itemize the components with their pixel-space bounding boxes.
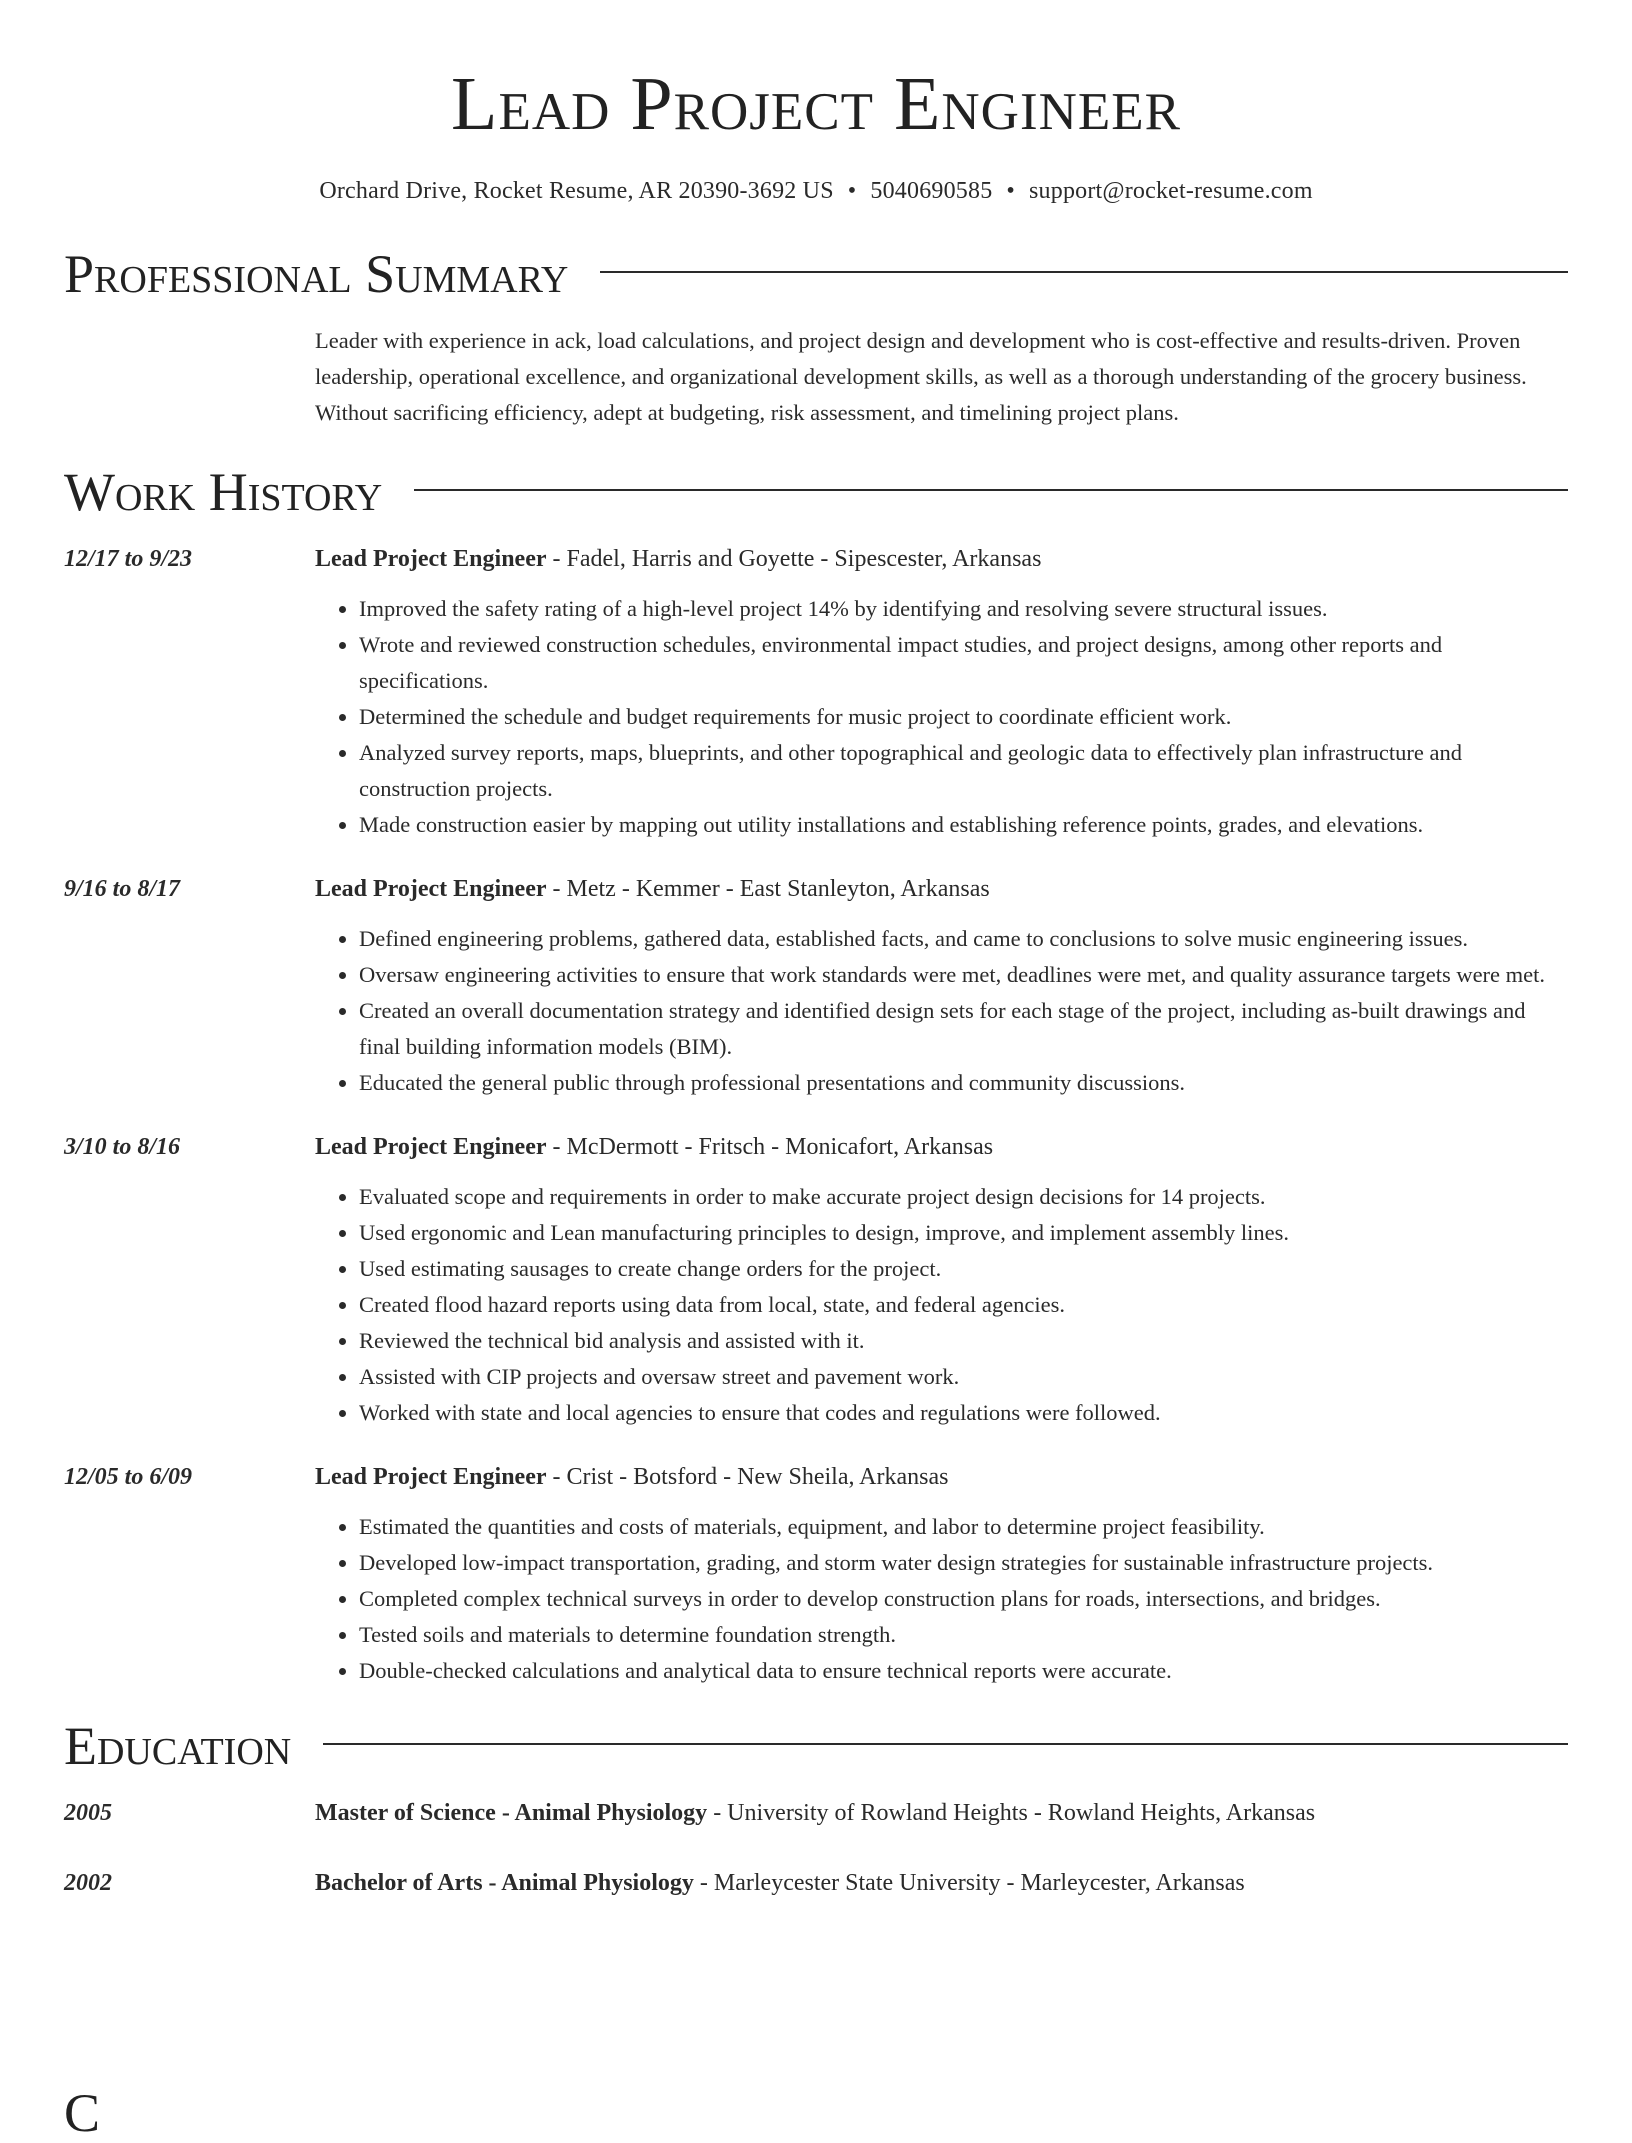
job-role: Lead Project Engineer [315,1464,547,1490]
job-heading [315,871,1568,907]
section-title: Work History [64,462,383,522]
job-bullets [315,591,1568,843]
list-item: • Worked with state and local agencies to ensure that codes and regulations were followed. [359,1395,1568,1431]
section-header-summary [64,244,1568,304]
education-degree: Bachelor of Arts - Animal Physiology [315,1870,694,1896]
job-role: Lead Project Engineer [315,546,547,572]
resume-page [64,0,1568,1901]
job-details: - Fadel, Harris and Goyette - Sipescester, Arkansas [546,546,1042,572]
job-body [315,1459,1568,1689]
contact-address: Orchard Drive, Rocket Resume, AR 20390-3692 US [319,178,834,204]
list-item: • Evaluated scope and requirements in order to make accurate project design decisions for 14 projects. [359,1179,1568,1215]
contact-separator: • [847,178,857,204]
job-details: - McDermott - Fritsch - Monicafort, Arkansas [546,1134,994,1160]
section-title: Professional Summary [64,244,569,304]
section-divider [323,1743,1568,1745]
education-list [64,1795,1568,1901]
job-dates: 12/05 to 6/09 [64,1464,193,1490]
section-divider [600,271,1568,273]
job-bullets [315,1509,1568,1689]
education-year: 2002 [64,1870,112,1896]
job-bullets [315,1179,1568,1431]
contact-separator: • [1006,178,1015,204]
job-details: - Crist - Botsford - New Sheila, Arkansas [546,1464,949,1490]
job-role: Lead Project Engineer [315,876,547,902]
list-item: • Defined engineering problems, gathered data, established facts, and came to conclusions to solve music engineering issues. [359,921,1568,957]
list-item: • Completed complex technical surveys in order to develop construction plans for roads, intersections, and bridges. [359,1581,1568,1617]
contact-phone: 5040690585 [870,178,993,204]
list-item: • Tested soils and materials to determine foundation strength. [359,1617,1568,1653]
job-details: - Metz - Kemmer - East Stanleyton, Arkansas [546,876,990,902]
list-item: • Double-checked calculations and analytical data to ensure technical reports were accurate. [359,1653,1568,1689]
education-details: - University of Rowland Heights - Rowland Heights, Arkansas [707,1800,1316,1826]
list-item: • Improved the safety rating of a high-level project 14% by identifying and resolving severe structural issues. [359,591,1568,627]
education-body [315,1865,1568,1901]
next-section-title-cropped: C [64,2083,101,2143]
list-item: • Created an overall documentation strategy and identified design sets for each stage of the project, including as-built drawings and final building information models (BIM). [359,993,1568,1065]
education-entry [64,1865,1568,1901]
job-entry [64,1129,1568,1431]
job-body [315,871,1568,1101]
education-details: - Marleycester State University - Marleycester, Arkansas [693,1870,1245,1896]
list-item: • Wrote and reviewed construction schedules, environmental impact studies, and project designs, among other reports and specifications. [359,627,1568,699]
list-item: • Oversaw engineering activities to ensure that work standards were met, deadlines were met, and quality assurance targets were met. [359,957,1568,993]
job-entry [64,1459,1568,1689]
job-body [315,1129,1568,1431]
job-role: Lead Project Engineer [315,1134,547,1160]
section-header-education [64,1716,1568,1776]
list-item: • Educated the general public through professional presentations and community discussions. [359,1065,1568,1101]
list-item: • Reviewed the technical bid analysis and assisted with it. [359,1323,1568,1359]
education-heading [315,1865,1568,1901]
section-header-work-history [64,462,1568,522]
job-entry [64,541,1568,843]
education-heading [315,1795,1568,1831]
page-title: Lead Project Engineer [451,62,1181,146]
job-dates: 9/16 to 8/17 [64,876,181,902]
education-entry [64,1795,1568,1831]
contact-email: support@rocket-resume.com [1029,178,1313,204]
list-item: • Used ergonomic and Lean manufacturing principles to design, improve, and implement assembly lines. [359,1215,1568,1251]
job-heading [315,1129,1568,1165]
list-item: • Analyzed survey reports, maps, blueprints, and other topographical and geologic data to effectively plan infrastructure and construction projects. [359,735,1568,807]
education-body [315,1795,1568,1831]
job-dates: 3/10 to 8/16 [64,1134,181,1160]
list-item: • Assisted with CIP projects and oversaw street and pavement work. [359,1359,1568,1395]
job-heading [315,541,1568,577]
job-dates: 12/17 to 9/23 [64,546,193,572]
job-body [315,541,1568,843]
list-item: • Used estimating sausages to create change orders for the project. [359,1251,1568,1287]
section-title: Education [64,1716,292,1776]
section-divider [414,489,1568,491]
list-item: • Made construction easier by mapping out utility installations and establishing reference points, grades, and elevations. [359,807,1568,843]
summary-text: Leader with experience in ack, load calculations, and project design and development who is cost-effective and results-driven. Proven leadership, operational excellence, and organizational development skills, as well as a thorough understanding of the grocery business. Without sacrificing efficiency, adept at budgeting, risk assessment, and timelining project plans. [315,328,1527,425]
contact-line [64,178,1568,205]
list-item: • Determined the schedule and budget requirements for music project to coordinate efficient work. [359,699,1568,735]
job-heading [315,1459,1568,1495]
list-item: • Created flood hazard reports using data from local, state, and federal agencies. [359,1287,1568,1323]
job-bullets [315,921,1568,1101]
list-item: • Developed low-impact transportation, grading, and storm water design strategies for sustainable infrastructure projects. [359,1545,1568,1581]
education-year: 2005 [64,1800,112,1826]
job-entry [64,871,1568,1101]
list-item: • Estimated the quantities and costs of materials, equipment, and labor to determine project feasibility. [359,1509,1568,1545]
education-degree: Master of Science - Animal Physiology [315,1800,708,1826]
